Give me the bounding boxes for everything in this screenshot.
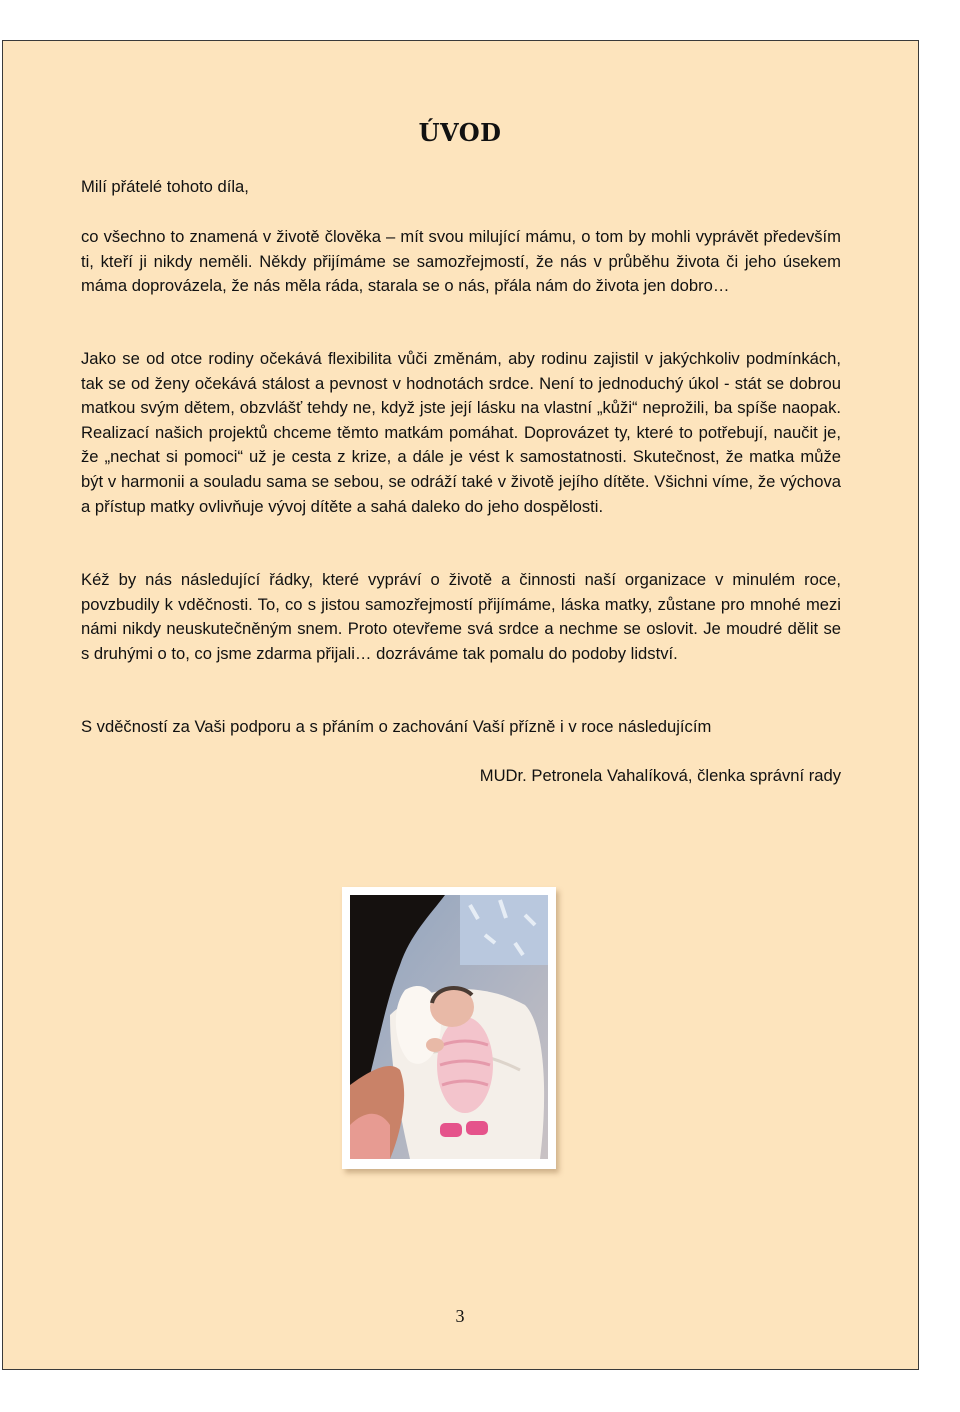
paragraph-mission: Jako se od otce rodiny očekává flexibilita vůči změnám, aby rodinu zajistil v jakýchkoliv podmínkách, tak se od ženy očekává stálost a pevnost v hodnotách srdce. Není to jednoduchý úkol - stát se dobrou matkou svým dětem, obzvlášť tehdy ne, když jste její lásku na vlastní „kůži“ neprožili, ba spíše naopak. Realizací našich projektů chceme těmto matkám pomáhat. Doprovázet ty, které to potřebují, naučit je, že „nechat si pomoci“ už je cesta z krize, a dále je vést k samostatnosti. Skutečnost, že matka může být v harmonii a souladu sama se sebou, se odráží také v životě jejího dítěte. Všichni víme, že výchova a přístup matky ovlivňuje vývoj dítěte a sahá daleko do jeho dospělosti. bbox=[81, 349, 841, 516]
paragraph-intro: co všechno to znamená v životě člověka – mít svou milující mámu, o tom by mohli vyprávět především ti, kteří ji nikdy neměli. Někdy přijímáme se samozřejmostí, že nás v průběhu života či jeho úsekem máma doprovázela, že nás měla ráda, starala se o nás, přála nám do života jen dobro… bbox=[81, 227, 841, 296]
paragraph-thanks: S vděčností za Vaši podporu a s přáním o zachování Vaší přízně i v roce následujícím bbox=[81, 717, 712, 736]
paragraph-wish: Kéž by nás následující řádky, které vypráví o životě a činnosti naší organizace v minulém roce, povzbudily k vděčnosti. To, co s jistou samozřejmostí přijímáme, láska matky, zůstane pro mnohé mezi námi nikdy neuskutečněným snem. Proto otevřeme svá srdce a nechme se oslovit. Je moudré dělit se s druhými o to, co jsme zdarma přijali… dozráváme tak pomalu do podoby lidství. bbox=[81, 570, 841, 663]
greeting: Milí přátelé tohoto díla, bbox=[81, 177, 249, 196]
signature: MUDr. Petronela Vahalíková, členka správní rady bbox=[479, 766, 841, 785]
page-title: ÚVOD bbox=[418, 118, 502, 147]
page-number: 3 bbox=[455, 1306, 465, 1326]
photo-illustration bbox=[350, 895, 548, 1159]
photo-mother-and-baby bbox=[342, 887, 556, 1169]
